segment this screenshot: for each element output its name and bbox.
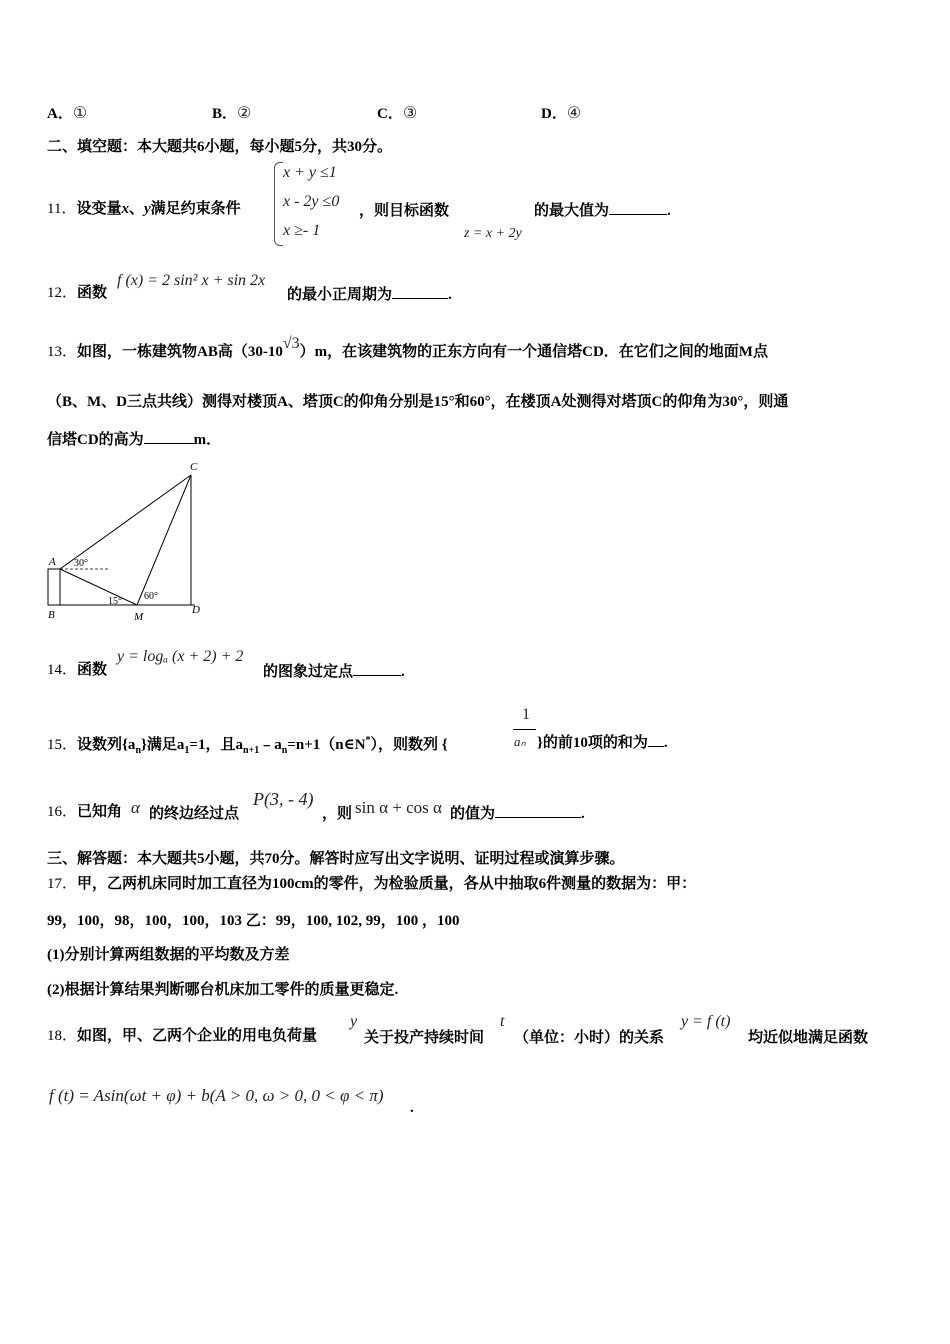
label-d: D: [192, 604, 200, 616]
constraint-2: x - 2y ≤0: [283, 193, 340, 210]
constraint-1: x + y ≤1: [283, 164, 337, 181]
building-ab: [48, 569, 60, 605]
label-a: A: [49, 556, 56, 568]
relation-y-ft: y = f (t): [681, 1013, 731, 1030]
constraint-brace: [274, 162, 283, 246]
trig-expression: sin α + cos α: [355, 798, 442, 817]
sqrt-three: √3: [282, 335, 300, 352]
question-18: 18．如图，甲、乙两个企业的用电负荷量: [47, 1028, 318, 1044]
fraction-numerator: 1: [522, 706, 530, 723]
log-expression: y = logₐ (x + 2) + 2: [117, 648, 244, 665]
question-13-line1: 13．如图，一栋建筑物AB高（30-10√3）m，在该建筑物的正东方向有一个通信塔CD．在它们之间的地面M点: [47, 335, 768, 360]
option-d: D．④: [541, 105, 582, 122]
question-number: 17．: [47, 876, 78, 892]
q15-tail: }的前10项的和为 .: [537, 731, 668, 752]
question-13-line3: 信塔CD的高为 m．: [47, 429, 221, 450]
q16-mid2: ，则: [322, 806, 353, 822]
question-number: 16．: [47, 804, 78, 820]
fraction-denominator: aₙ: [514, 734, 526, 749]
q18-c: （单位：小时）的关系: [514, 1030, 665, 1046]
option-b: B．②: [212, 105, 252, 122]
section2-heading: 二、填空题：本大题共6小题，每小题5分，共30分。: [47, 139, 393, 155]
constraint-3: x ≥- 1: [283, 222, 321, 239]
function-expression: f (x) = 2 sin² x + sin 2x: [117, 272, 266, 289]
point-p: P(3, - 4): [253, 789, 314, 809]
q18-end: .: [410, 1100, 414, 1116]
fraction-bar: [513, 729, 536, 730]
objective-function: z = x + 2y: [464, 226, 522, 241]
question-17-line1: 17．甲，乙两机床同时加工直径为100cm的零件，为检验质量，各从中抽取6件测量的数据为：甲：: [47, 876, 697, 892]
question-17-data: 99，100，98，100，100，103 乙：99，100, 102, 99，100 ，100: [47, 913, 460, 929]
option-a: A．①: [47, 105, 88, 122]
question-17-sub2: (2)根据计算结果判断哪台机床加工零件的质量更稳定.: [47, 982, 399, 998]
angle-30: 30°: [74, 558, 88, 569]
sine-model-formula: f (t) = Asin(ωt + φ) + b(A > 0, ω > 0, 0 < φ < π): [49, 1086, 384, 1105]
label-c: C: [190, 461, 198, 473]
building-tower-figure: [40, 455, 220, 625]
q18-b: 关于投产持续时间: [364, 1030, 485, 1046]
question-number: 14．: [47, 662, 78, 678]
question-14: 14．函数: [47, 662, 108, 678]
q11-tail: 的最大值为 .: [534, 199, 671, 220]
q14-tail: 的图象过定点 .: [263, 660, 405, 681]
q11-after-text: ，则目标函数: [359, 203, 450, 219]
question-number: 12．: [47, 285, 78, 301]
question-number: 13．: [47, 344, 78, 360]
question-13-line2: （B、M、D三点共线）测得对楼顶A、塔顶C的仰角分别是15°和60°，在楼顶A处测得对塔顶C的仰角为30°，则通: [47, 394, 789, 410]
angle-60: 60°: [144, 591, 158, 602]
line-am: [60, 569, 137, 605]
question-16: 16．已知角: [47, 804, 123, 820]
label-b: B: [48, 609, 55, 621]
question-number: 18．: [47, 1028, 78, 1044]
question-15: 15．设数列$\{a_n\}$满足$a_1=1$，且$a_{n+1}﹣a_n=n+1(n\in N^*)$，则数列 {: [47, 735, 448, 756]
section3-heading: 三、解答题：本大题共5小题，共70分。解答时应写出文字说明、证明过程或演算步骤。: [47, 851, 625, 867]
q18-d: 均近似地满足函数: [748, 1030, 869, 1046]
question-11: 11．设变量x、y满足约束条件: [47, 201, 241, 217]
question-12: 12．函数: [47, 285, 108, 301]
q16-tail: 的值为 .: [450, 802, 585, 823]
q16-mid: 的终边经过点: [149, 806, 240, 822]
var-y: y: [350, 1013, 358, 1030]
var-t: t: [500, 1013, 505, 1030]
alpha-symbol: α: [131, 798, 140, 817]
angle-15: 15°: [108, 596, 122, 607]
question-17-sub1: (1)分别计算两组数据的平均数及方差: [47, 947, 290, 963]
label-m: M: [134, 611, 144, 623]
question-number: 11．: [47, 201, 77, 217]
option-c: C．③: [377, 105, 418, 122]
q12-tail: 的最小正周期为 .: [287, 283, 452, 304]
question-number: 15．: [47, 737, 78, 753]
